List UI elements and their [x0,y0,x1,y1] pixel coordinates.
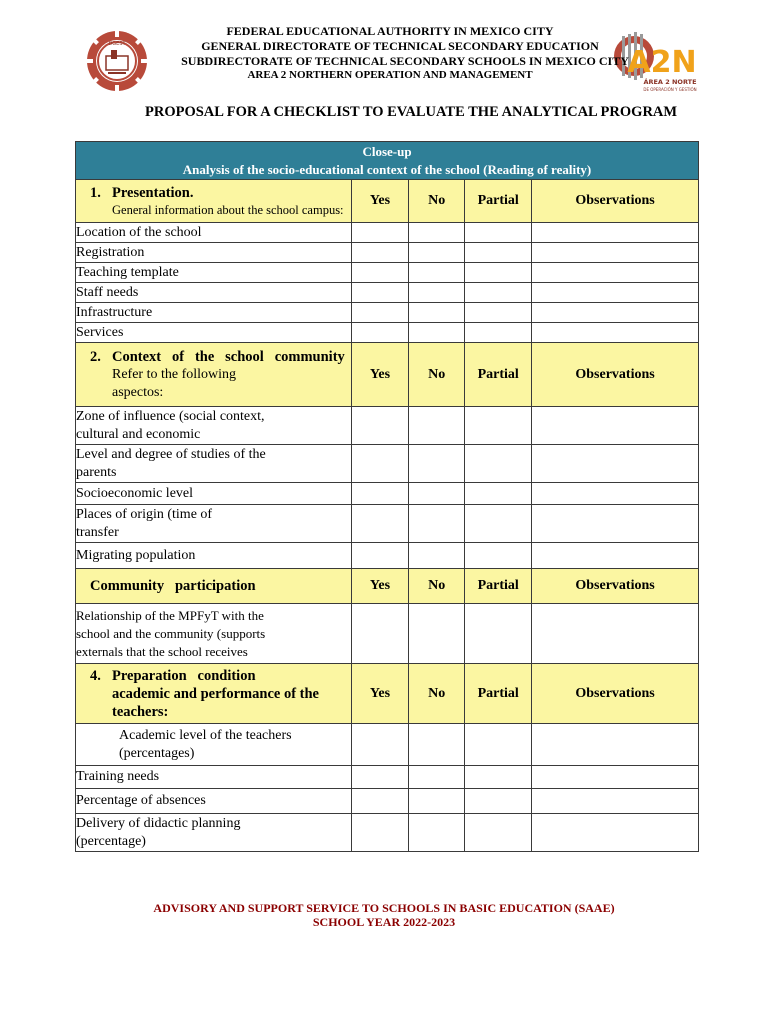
table-row [76,223,699,243]
item-label: Socioeconomic level [76,483,352,505]
section-label: 1. Presentation. General information about the school campus: [76,180,352,223]
table-row [76,505,699,543]
partial-column-header: Partial [465,180,532,223]
no-cell[interactable] [409,483,465,505]
section-header-community [76,569,699,604]
observations-cell[interactable] [532,263,699,283]
yes-cell[interactable] [351,814,408,852]
item-label: Location of the school [76,223,352,243]
no-cell[interactable] [409,445,465,483]
no-column-header: No [409,180,465,223]
no-cell[interactable] [409,223,465,243]
partial-cell[interactable] [465,724,532,766]
svg-text:DGEST: DGEST [108,41,126,47]
observations-cell[interactable] [532,505,699,543]
partial-cell[interactable] [465,483,532,505]
partial-cell[interactable] [465,407,532,445]
partial-cell[interactable] [465,323,532,343]
table-row [76,543,699,569]
item-label: Delivery of didactic planning (percentage) [76,814,352,852]
partial-cell[interactable] [465,814,532,852]
no-column-header: No [409,343,465,407]
table-row [76,243,699,263]
header-subdirectorate: SUBDIRECTORATE OF TECHNICAL SECONDARY SCHOOLS IN MEXICO CITY [181,54,629,68]
table-row [76,407,699,445]
partial-cell[interactable] [465,505,532,543]
no-cell[interactable] [409,263,465,283]
observations-column-header: Observations [532,664,699,724]
observations-cell[interactable] [532,407,699,445]
document-title: PROPOSAL FOR A CHECKLIST TO EVALUATE THE ANALYTICAL PROGRAM [145,104,678,120]
observations-cell[interactable] [532,323,699,343]
yes-cell[interactable] [351,263,408,283]
header-authority: FEDERAL EDUCATIONAL AUTHORITY IN MEXICO CITY [226,24,554,38]
yes-column-header: Yes [351,664,408,724]
section-label: 2. Context of the school community Refer to the following aspectos: [76,343,352,407]
no-cell[interactable] [409,407,465,445]
section-header-context [76,343,699,407]
no-cell[interactable] [409,766,465,789]
yes-column-header: Yes [351,569,408,604]
item-label: Zone of influence (social context, cultural and economic [76,407,352,445]
observations-cell[interactable] [532,543,699,569]
footer-service: ADVISORY AND SUPPORT SERVICE TO SCHOOLS IN BASIC EDUCATION (SAAE) [153,901,615,915]
yes-cell[interactable] [351,223,408,243]
section-label: 4. Preparation condition academic and performance of the teachers: [76,664,352,724]
footer-school-year: SCHOOL YEAR 2022-2023 [312,915,456,929]
item-label: Training needs [76,766,352,789]
no-column-header: No [409,664,465,724]
section-header-teachers [76,664,699,724]
partial-cell[interactable] [465,604,532,664]
observations-cell[interactable] [532,483,699,505]
yes-cell[interactable] [351,243,408,263]
item-label: Teaching template [76,263,352,283]
table-row [76,604,699,664]
partial-cell[interactable] [465,303,532,323]
observations-cell[interactable] [532,604,699,664]
table-row [76,263,699,283]
yes-cell[interactable] [351,303,408,323]
partial-cell[interactable] [465,766,532,789]
svg-text:ÁREA 2 NORTE: ÁREA 2 NORTE [643,78,697,86]
item-label: Relationship of the MPFyT with the school and the community (supports externals that the school receives [76,604,352,664]
no-cell[interactable] [409,604,465,664]
item-label: Staff needs [76,283,352,303]
table-row [76,445,699,483]
table-row [76,323,699,343]
closeup-banner [76,142,699,180]
svg-text:A2N: A2N [627,45,697,80]
observations-cell[interactable] [532,243,699,263]
observations-cell[interactable] [532,724,699,766]
svg-text:DE OPERACIÓN Y GESTIÓN: DE OPERACIÓN Y GESTIÓN [643,87,697,92]
no-cell[interactable] [409,724,465,766]
yes-column-header: Yes [351,343,408,407]
observations-cell[interactable] [532,766,699,789]
item-label: Academic level of the teachers (percentages) [76,724,352,766]
closeup-title: Close-up [362,143,412,159]
yes-cell[interactable] [351,323,408,343]
header-area: AREA 2 NORTHERN OPERATION AND MANAGEMENT [247,69,533,81]
yes-column-header: Yes [351,180,408,223]
closeup-subtitle: Analysis of the socio-educational context of the school (Reading of reality) [182,161,592,177]
yes-cell[interactable] [351,283,408,303]
observations-cell[interactable] [532,789,699,814]
partial-cell[interactable] [465,283,532,303]
header-directorate: GENERAL DIRECTORATE OF TECHNICAL SECONDARY EDUCATION [201,39,599,53]
closeup-header-row [76,142,699,180]
item-label: Services [76,323,352,343]
table-row [76,814,699,852]
checklist-table [75,141,699,852]
no-cell[interactable] [409,789,465,814]
yes-cell[interactable] [351,724,408,766]
item-label: Percentage of absences [76,789,352,814]
no-cell[interactable] [409,543,465,569]
no-column-header: No [409,569,465,604]
yes-cell[interactable] [351,789,408,814]
yes-cell[interactable] [351,766,408,789]
section-header-presentation [76,180,699,223]
observations-cell[interactable] [532,223,699,243]
no-cell[interactable] [409,323,465,343]
partial-column-header: Partial [465,664,532,724]
partial-cell[interactable] [465,223,532,243]
no-cell[interactable] [409,814,465,852]
no-cell[interactable] [409,303,465,323]
table-row [76,283,699,303]
partial-cell[interactable] [465,543,532,569]
observations-column-header: Observations [532,569,699,604]
yes-cell[interactable] [351,407,408,445]
yes-cell[interactable] [351,604,408,664]
yes-cell[interactable] [351,483,408,505]
observations-cell[interactable] [532,283,699,303]
partial-column-header: Partial [465,569,532,604]
observations-column-header: Observations [532,180,699,223]
table-row [76,724,699,766]
no-cell[interactable] [409,283,465,303]
item-label: Places of origin (time of transfer [76,505,352,543]
yes-cell[interactable] [351,543,408,569]
yes-cell[interactable] [351,505,408,543]
table-row [76,303,699,323]
partial-cell[interactable] [465,445,532,483]
item-label: Registration [76,243,352,263]
observations-column-header: Observations [532,343,699,407]
table-row [76,766,699,789]
dgest-logo [82,26,152,96]
observations-cell[interactable] [532,445,699,483]
item-label: Level and degree of studies of the parents [76,445,352,483]
observations-cell[interactable] [532,814,699,852]
partial-cell[interactable] [465,263,532,283]
section-label: Community participation [76,569,352,604]
partial-cell[interactable] [465,243,532,263]
observations-cell[interactable] [532,303,699,323]
partial-cell[interactable] [465,789,532,814]
no-cell[interactable] [409,505,465,543]
table-row [76,789,699,814]
partial-column-header: Partial [465,343,532,407]
item-label: Migrating population [76,543,352,569]
item-label: Infrastructure [76,303,352,323]
yes-cell[interactable] [351,445,408,483]
no-cell[interactable] [409,243,465,263]
table-row [76,483,699,505]
